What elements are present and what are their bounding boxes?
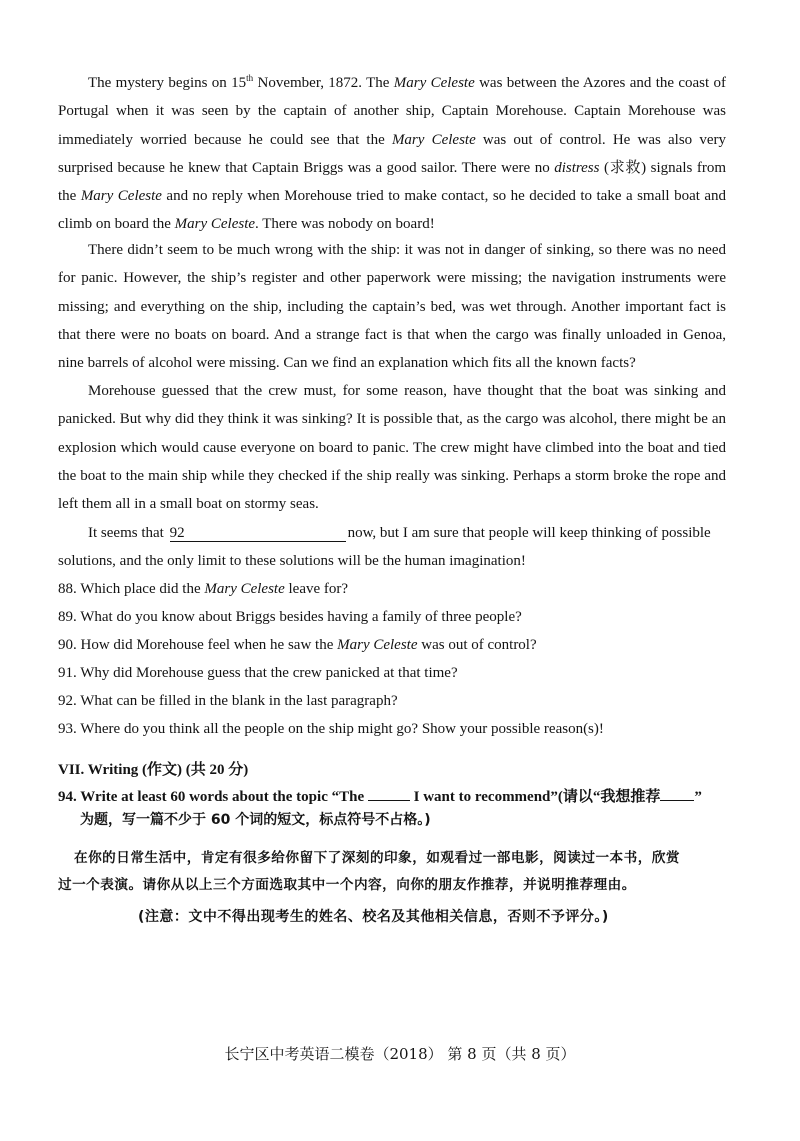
- question-91: 91. Why did Morehouse guess that the crew panicked at that time?: [58, 665, 458, 681]
- text-line: left them all in a small boat on stormy seas.: [58, 496, 319, 513]
- topic-blank-cn: [660, 786, 694, 801]
- writing-prompt-line1: 在你的日常生活中，肯定有很多给你留下了深刻的印象，如观看过一部电影，阅读过一本书，欣赏: [74, 850, 681, 866]
- text-line: There didn’t seem to be much wrong with the ship: it was not in danger of sinking, so there was no need: [88, 242, 726, 258]
- question-88: 88. Which place did the Mary Celeste leave for?: [58, 581, 349, 597]
- text-line: Portugal when it was seen by the captain of another ship, Captain Morehouse. Captain Morehouse was: [58, 103, 726, 120]
- text-line: the boat to the main ship while they checked if the ship really was sinking. Perhaps a storm broke the rope and: [58, 467, 726, 484]
- writing-note: (注意：文中不得出现考生的姓名、校名及其他相关信息，否则不予评分。): [138, 909, 609, 925]
- text-line: missing; and everything on the ship, including the captain’s bed, was wet through. Another important fact is: [58, 298, 726, 315]
- superscript: th: [246, 73, 254, 83]
- text: surprised because he knew that Captain Briggs was a good sailor. There were no: [58, 159, 555, 176]
- topic-blank: [368, 786, 410, 801]
- text: The mystery begins on 15: [88, 75, 247, 91]
- question-90: 90. How did Morehouse feel when he saw the Mary Celeste was out of control?: [58, 637, 537, 653]
- text-line: solutions, and the only limit to these solutions will be the human imagination!: [58, 553, 526, 570]
- writing-task: 94. Write at least 60 words about the topic “The I want to recommend”(请以“我想推荐 ”: [58, 785, 702, 806]
- ship-name: Mary Celeste: [174, 216, 256, 233]
- vocab-word: distress: [554, 159, 600, 176]
- text: now, but I am sure that people will keep thinking of possible: [347, 525, 711, 541]
- question-92: 92. What can be filled in the blank in the last paragraph?: [58, 693, 398, 709]
- passage-paragraph-2: [58, 236, 726, 377]
- writing-prompt-line2: 过一个表演。请你从以上三个方面选取其中一个内容，向你的朋友作推荐，并说明推荐理由。: [58, 877, 636, 893]
- page-footer: 长宁区中考英语二模卷（2018） 第 8 页（共 8 页）: [224, 1045, 576, 1063]
- ship-name: Mary Celeste: [391, 131, 476, 148]
- text-line: that there were no boats on board. And a strange fact is that when the cargo was finally unloaded in Genoa,: [58, 326, 726, 343]
- text: the: [58, 188, 81, 205]
- text-line: panicked. But why did they think it was sinking? It is possible that, as the cargo was alcohol, there might be an: [58, 411, 726, 428]
- writing-task-line2: 为题，写一篇不少于 60 个词的短文，标点符号不占格。): [80, 812, 431, 828]
- question-93: 93. Where do you think all the people on the ship might go? Show your possible reason(s)!: [58, 721, 604, 737]
- text: It seems that: [88, 525, 164, 541]
- passage-paragraph-4: [58, 519, 726, 576]
- ship-name: Mary Celeste: [80, 188, 162, 205]
- text-line: for panic. However, the ship’s register and other paperwork were missing; the navigation instruments were: [58, 270, 726, 287]
- text: immediately worried because he could see that the: [58, 131, 392, 148]
- section-heading: VII. Writing (作文) (共 20 分): [58, 762, 249, 778]
- text: was out of control. He was also very: [475, 131, 726, 148]
- text: climb on board the: [58, 216, 175, 233]
- text: (求救) signals from: [599, 159, 726, 176]
- answer-blank-92[interactable]: 92: [170, 525, 346, 542]
- text: . There was nobody on board!: [255, 216, 435, 233]
- text: and no reply when Morehouse tried to make contact, so he decided to take a small boat and: [161, 188, 727, 205]
- passage-paragraph-1: [58, 64, 726, 239]
- text-line: explosion which would cause everyone on board to panic. The crew might have climbed into the boat and tied: [58, 439, 726, 456]
- passage-paragraph-3: [58, 377, 726, 518]
- text: was between the Azores and the coast of: [474, 75, 727, 91]
- text-line: nine barrels of alcohol were missing. Can we find an explanation which fits all the known facts?: [58, 355, 636, 372]
- text: November, 1872. The: [253, 75, 394, 91]
- question-89: 89. What do you know about Briggs besides having a family of three people?: [58, 609, 522, 625]
- text-line: Morehouse guessed that the crew must, for some reason, have thought that the boat was sinking and: [88, 383, 726, 399]
- ship-name: Mary Celeste: [393, 75, 475, 91]
